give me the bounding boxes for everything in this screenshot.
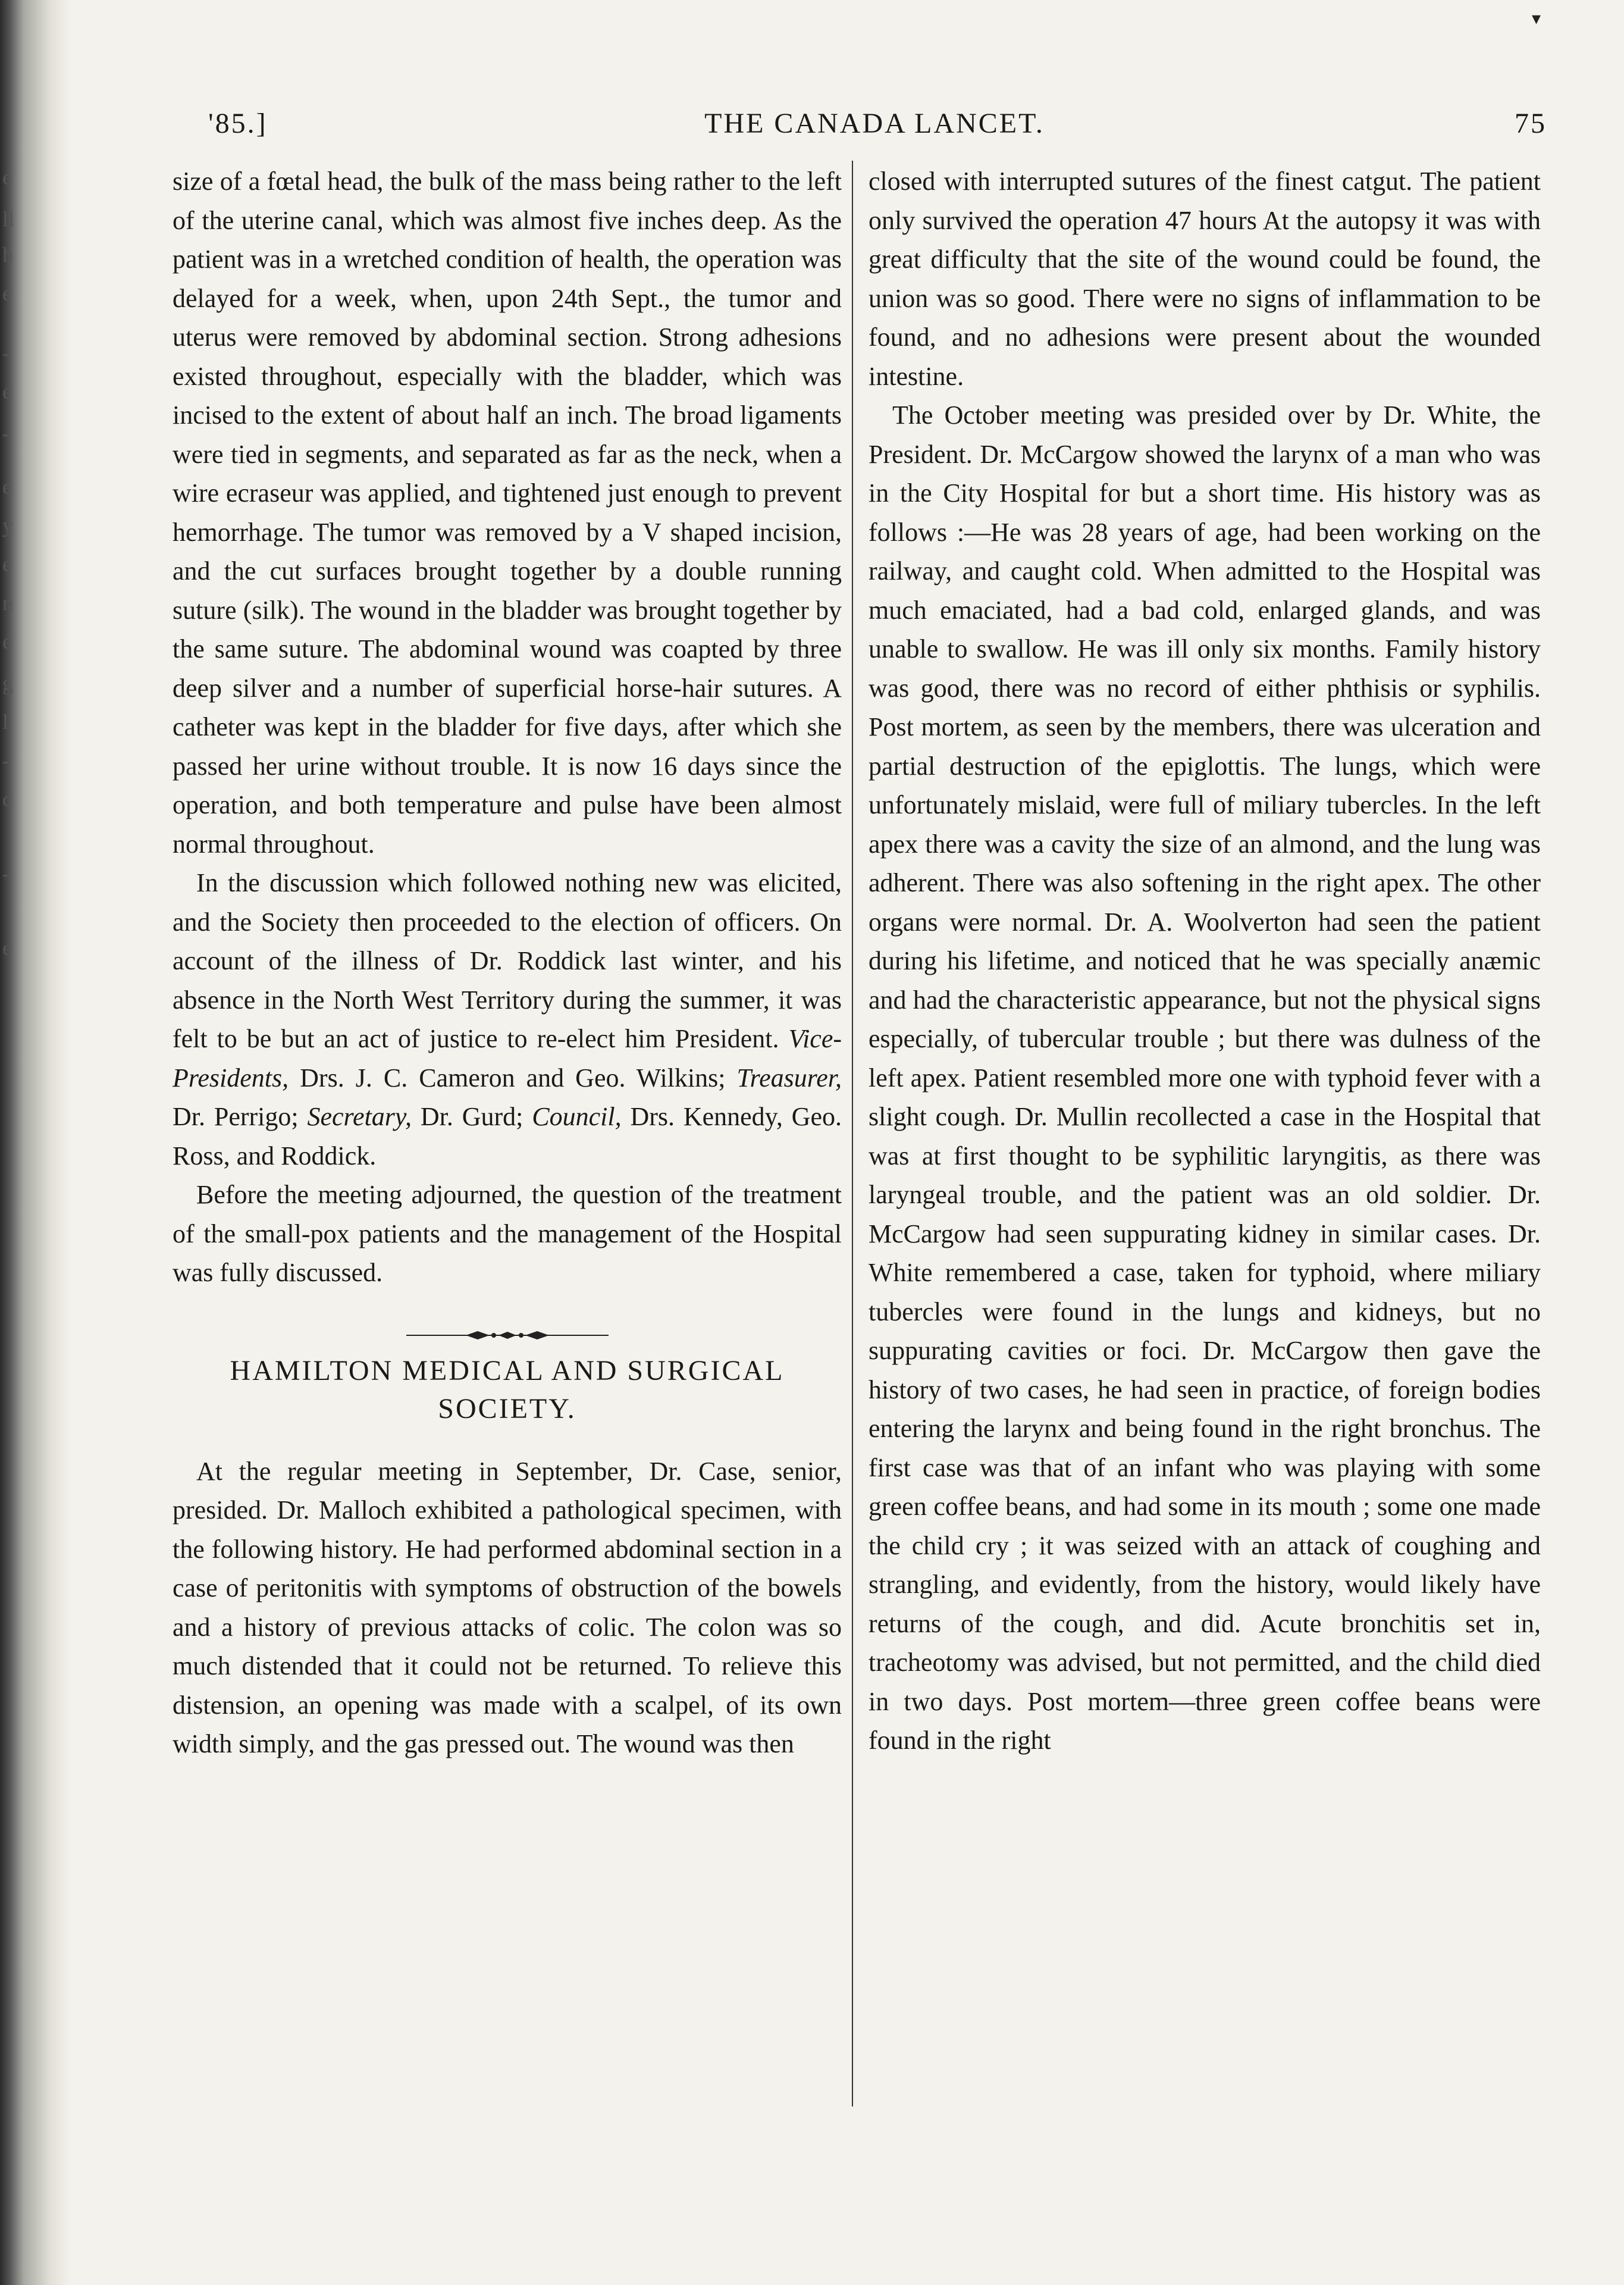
running-header xyxy=(202,107,1547,155)
left-column xyxy=(173,162,842,1764)
margin-fragment: ll xyxy=(2,207,15,231)
book-spine-shadow xyxy=(0,0,71,2285)
margin-fragment: - xyxy=(2,749,10,772)
margin-fragment: - xyxy=(2,341,10,365)
paragraph: At the regular meeting in September, Dr. Case, senior, presided. Dr. Malloch exhibited a pathological specimen, with the following history. He had performed abdominal section in a case of peritonitis with symptoms of obstruction of the bowels and a history of previous attacks of colic. The colon was so much distended that it could not be returned. To relieve this distension, an opening was made with a scalpel, of its own width simply, and the gas pressed out. The wound was then xyxy=(173,1456,842,1758)
officer-names: Dr. Perrigo; xyxy=(173,1102,308,1131)
officer-names: Drs. Kennedy, Geo. Ross, and Roddick. xyxy=(173,1102,842,1170)
right-column xyxy=(869,162,1541,1760)
margin-fragment: e xyxy=(2,281,12,305)
officer-label: Treasurer, xyxy=(736,1063,842,1093)
paragraph-text: In the discussion which followed nothing new was elicited, and the Society then proceeded to the election of officers. On account of the illness of Dr. Roddick last winter, and his absence in the North West Territory during the summer, it was felt to be but an act of justice to re-elect him President. xyxy=(173,868,842,1053)
margin-fragment: - xyxy=(2,862,10,885)
paragraph xyxy=(173,863,842,1175)
paragraph: closed with interrupted sutures of the finest catgut. The patient only survived the operation 47 hours At the autopsy it was with great difficulty that the site of the wound could be found, the union was so good. There were no signs of inflammation to be found, and no adhesions were present about the wounded intestine. xyxy=(869,167,1541,391)
margin-fragment: e xyxy=(2,630,12,653)
paragraph: Before the meeting adjourned, the question of the treatment of the small-pox patients and the management of the Hospital was fully discussed. xyxy=(173,1180,842,1287)
margin-fragment: l xyxy=(2,710,9,734)
margin-fragment: g xyxy=(2,671,13,695)
paragraph: size of a fœtal head, the bulk of the mass being rather to the left of the uterine canal, which was almost five inches deep. As the patient was in a wretched condition of health, the operation was delayed for a week, when, upon 24th Sept., the tumor and uterus were removed by abdominal section. Strong adhesions existed throughout, especially with the bladder, which was incised to the extent of about half an inch. The broad ligaments were tied in segments, and separated as far as the neck, when a wire ecraseur was applied, and tightened just enough to prevent hemorrhage. The tumor was removed by a V shaped incision, and the cut surfaces brought together by a double running suture (silk). The wound in the bladder was brought together by the same suture. The abdominal wound was coapted by three deep silver and a number of superficial horse-hair sutures. A catheter was kept in the bladder for five days, after which she passed her urine without trouble. It is now 16 days since the operation, and both temperature and pulse have been almost normal throughout. xyxy=(173,167,842,859)
officer-names: Dr. Gurd; xyxy=(412,1102,532,1131)
margin-fragment: e xyxy=(2,380,12,403)
margin-fragment: e xyxy=(2,936,12,960)
officer-label: Secretary, xyxy=(307,1102,412,1131)
officer-label: Vice-Presidents, xyxy=(173,1024,842,1093)
section-heading: HAMILTON MEDICAL AND SURGICAL SOCIETY. xyxy=(230,1354,785,1425)
journal-title: THE CANADA LANCET. xyxy=(704,108,1045,139)
margin-fragment: e xyxy=(2,552,12,576)
corner-mark: ▾ xyxy=(1531,8,1541,29)
margin-fragment: - xyxy=(2,421,10,445)
volume-marker: '85.] xyxy=(208,108,268,139)
column-divider xyxy=(852,161,853,2106)
margin-fragment: e xyxy=(2,165,12,189)
margin-fragment: c xyxy=(2,787,12,811)
section-ornament xyxy=(173,1316,842,1334)
officer-label: Council, xyxy=(532,1102,622,1131)
margin-fragment: n xyxy=(2,591,13,615)
officer-names: Drs. J. C. Cameron and Geo. Wilkins; xyxy=(289,1063,737,1093)
margin-fragment: y xyxy=(2,514,13,537)
margin-fragment: e xyxy=(2,475,12,499)
page-number: 75 xyxy=(1515,108,1547,139)
paragraph: The October meeting was presided over by Dr. White, the President. Dr. McCargow showed the larynx of a man who was in the City Hospital for but a short time. His history was as follows :—He was 28 years of age, had been working on the railway, and caught cold. When admitted to the Hospital was much emaciated, had a bad cold, enlarged glands, and was unable to swallow. He was ill only six months. Family history was good, there was no record of either phthisis or syphilis. Post mortem, as seen by the members, there was ulceration and partial destruction of the epiglottis. The lungs, which were unfortunately mislaid, were full of miliary tubercles. In the left apex there was a cavity the size of an almond, and the lung was adherent. There was also softening in the right apex. The other organs were normal. Dr. A. Woolverton had seen the patient during his lifetime, and noticed that he was specially anæmic and had the characteristic appearance, but not the physical signs especially, of tubercular trouble ; but there was dulness of the left apex. Patient resembled more one with typhoid fever with a slight cough. Dr. Mullin recollected a case in the Hospital that was at first thought to be syphilitic laryngitis, as there was laryngeal trouble, and the patient was an old soldier. Dr. McCargow had seen suppurating kidney in similar cases. Dr. White remembered a case, taken for typhoid, where miliary tubercles were found in the lungs and kidneys, but no suppurating cavities or foci. Dr. McCargow then gave the history of two cases, he had seen in practice, of foreign bodies entering the larynx and being found in the right bronchus. The first case was that of an infant who was playing with some green coffee beans, and had some in its mouth ; some one made the child cry ; it was seized with an attack of coughing and strangling, and evidently, from the history, would likely have returns of the cough, and did. Acute bronchitis set in, tracheotomy was advised, but not permitted, and the child died in two days. Post mortem—three green coffee beans were found in the right xyxy=(869,400,1541,1755)
margin-fragment: h xyxy=(2,243,13,267)
ornament-rule-icon xyxy=(400,1326,615,1344)
